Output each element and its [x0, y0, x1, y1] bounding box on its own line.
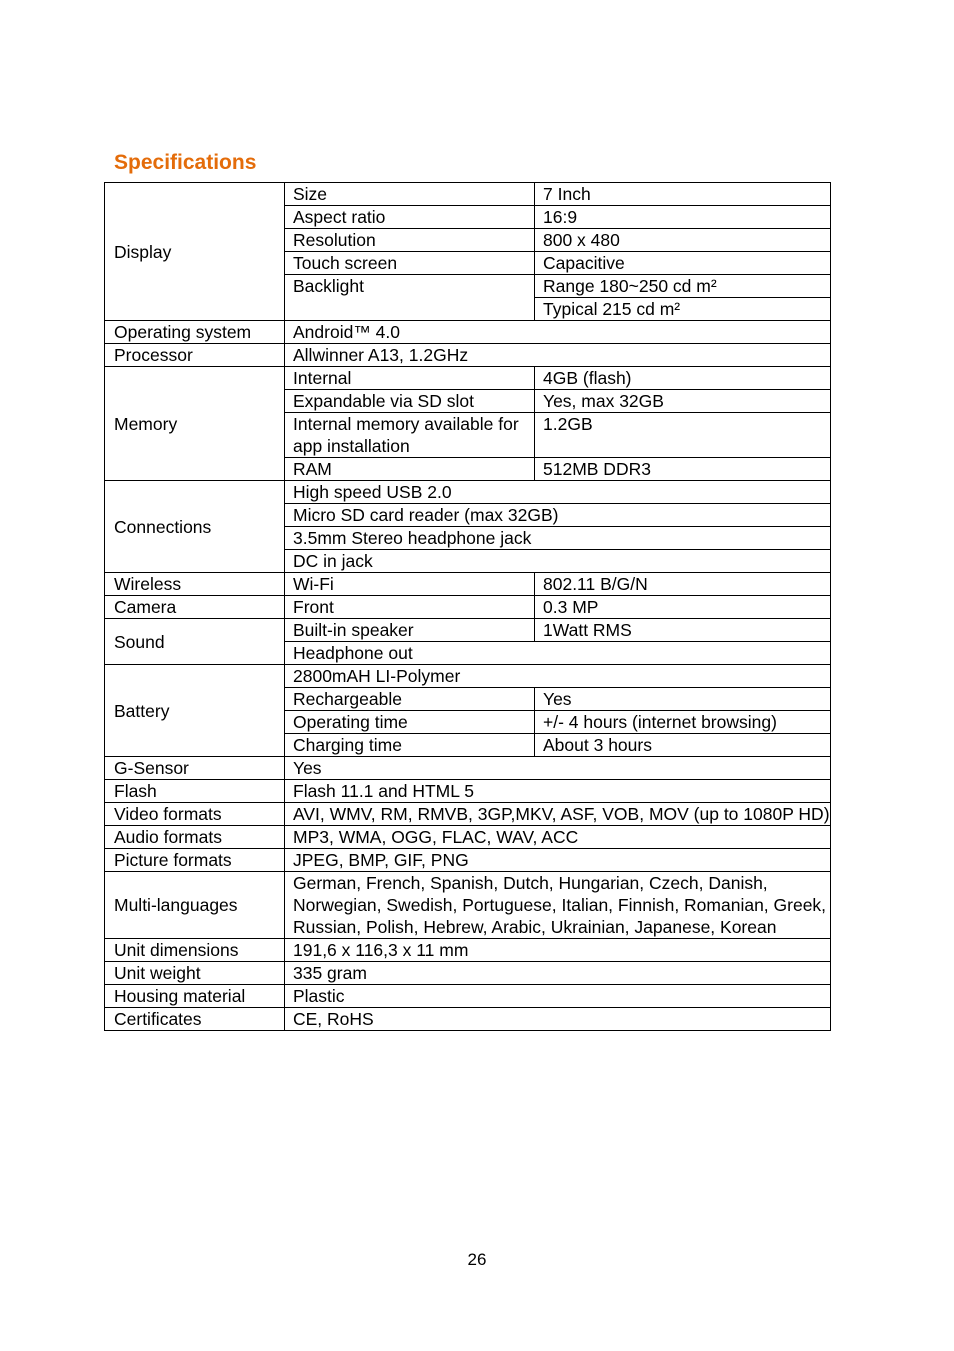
table-row [105, 1008, 831, 1031]
spec-value: 7 Inch [535, 183, 831, 206]
spec-label: Internal memory available for app installation [285, 413, 535, 458]
table-row [105, 344, 831, 367]
spec-value: Plastic [285, 985, 831, 1008]
table-row [105, 665, 831, 688]
spec-value: Range 180~250 cd m² [535, 275, 831, 298]
specifications-table [104, 182, 831, 1031]
spec-value: AVI, WMV, RM, RMVB, 3GP,MKV, ASF, VOB, MOV (up to 1080P HD) [285, 803, 831, 826]
spec-value: 1.2GB [535, 413, 831, 458]
spec-label: Resolution [285, 229, 535, 252]
spec-value: 802.11 B/G/N [535, 573, 831, 596]
category-housing: Housing material [105, 985, 285, 1008]
spec-value: About 3 hours [535, 734, 831, 757]
page-number: 26 [467, 1250, 487, 1269]
table-row [105, 321, 831, 344]
table-row [105, 481, 831, 504]
spec-value: 4GB (flash) [535, 367, 831, 390]
category-languages: Multi-languages [105, 872, 285, 939]
table-row [105, 872, 831, 939]
category-dimensions: Unit dimensions [105, 939, 285, 962]
spec-value: CE, RoHS [285, 1008, 831, 1031]
category-gsensor: G-Sensor [105, 757, 285, 780]
spec-value: Headphone out [285, 642, 831, 665]
spec-label: Aspect ratio [285, 206, 535, 229]
spec-label: Charging time [285, 734, 535, 757]
spec-value: MP3, WMA, OGG, FLAC, WAV, ACC [285, 826, 831, 849]
spec-value: Yes, max 32GB [535, 390, 831, 413]
category-processor: Processor [105, 344, 285, 367]
spec-label: Wi-Fi [285, 573, 535, 596]
spec-label: Size [285, 183, 535, 206]
category-video: Video formats [105, 803, 285, 826]
spec-value: German, French, Spanish, Dutch, Hungarian, Czech, Danish, Norwegian, Swedish, Portuguese, Italian, Finnish, Romanian, Greek, Russian, Polish, Hebrew, Arabic, Ukrainian, Japanese, Korean [285, 872, 831, 939]
table-row [105, 849, 831, 872]
table-row [105, 183, 831, 206]
category-os: Operating system [105, 321, 285, 344]
table-row [105, 962, 831, 985]
category-camera: Camera [105, 596, 285, 619]
category-audio: Audio formats [105, 826, 285, 849]
category-certificates: Certificates [105, 1008, 285, 1031]
category-sound: Sound [105, 619, 285, 665]
spec-label: Internal [285, 367, 535, 390]
spec-value: DC in jack [285, 550, 831, 573]
spec-label: Touch screen [285, 252, 535, 275]
spec-value: 1Watt RMS [535, 619, 831, 642]
category-battery: Battery [105, 665, 285, 757]
spec-value: +/- 4 hours (internet browsing) [535, 711, 831, 734]
spec-value: 3.5mm Stereo headphone jack [285, 527, 831, 550]
spec-label: Backlight [285, 275, 535, 321]
table-row [105, 367, 831, 390]
spec-value: 800 x 480 [535, 229, 831, 252]
category-wireless: Wireless [105, 573, 285, 596]
spec-value: 2800mAH LI-Polymer [285, 665, 831, 688]
page-title: Specifications [114, 151, 257, 174]
spec-value: JPEG, BMP, GIF, PNG [285, 849, 831, 872]
table-row [105, 939, 831, 962]
table-row [105, 596, 831, 619]
spec-value: Micro SD card reader (max 32GB) [285, 504, 831, 527]
table-row [105, 757, 831, 780]
category-connections: Connections [105, 481, 285, 573]
table-row [105, 573, 831, 596]
spec-value: 0.3 MP [535, 596, 831, 619]
table-row [105, 803, 831, 826]
table-row [105, 619, 831, 642]
table-row [105, 985, 831, 1008]
spec-value: High speed USB 2.0 [285, 481, 831, 504]
spec-label: Rechargeable [285, 688, 535, 711]
spec-label: RAM [285, 458, 535, 481]
spec-value: 191,6 x 116,3 x 11 mm [285, 939, 831, 962]
spec-value: 335 gram [285, 962, 831, 985]
category-memory: Memory [105, 367, 285, 481]
spec-label: Expandable via SD slot [285, 390, 535, 413]
spec-value: Typical 215 cd m² [535, 298, 831, 321]
category-picture: Picture formats [105, 849, 285, 872]
category-weight: Unit weight [105, 962, 285, 985]
spec-value: 16:9 [535, 206, 831, 229]
table-row [105, 826, 831, 849]
table-row [105, 780, 831, 803]
spec-label: Operating time [285, 711, 535, 734]
spec-label: Built-in speaker [285, 619, 535, 642]
spec-value: Android™ 4.0 [285, 321, 831, 344]
spec-label: Front [285, 596, 535, 619]
spec-value: Yes [285, 757, 831, 780]
spec-value: Allwinner A13, 1.2GHz [285, 344, 831, 367]
spec-value: Capacitive [535, 252, 831, 275]
category-display: Display [105, 183, 285, 321]
spec-value: 512MB DDR3 [535, 458, 831, 481]
spec-value: Flash 11.1 and HTML 5 [285, 780, 831, 803]
spec-value: Yes [535, 688, 831, 711]
category-flash: Flash [105, 780, 285, 803]
